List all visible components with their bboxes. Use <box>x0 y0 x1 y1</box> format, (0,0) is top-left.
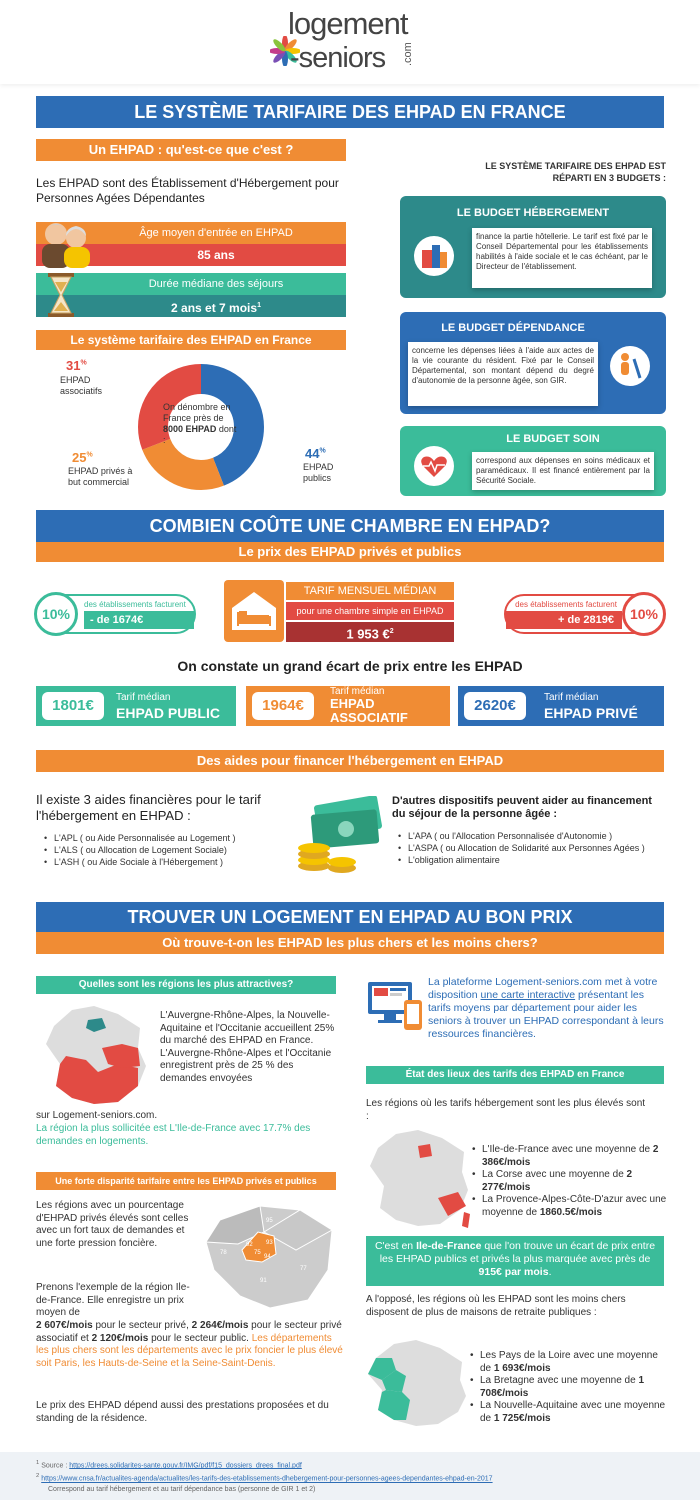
public-value: 1801€ <box>42 692 104 720</box>
bed-icon <box>226 582 282 640</box>
source-label: Source : <box>41 1462 68 1470</box>
disparity-p2a: Prenons l'exemple de la région Ile-de-France. Elle enregistre un prix moyen de <box>36 1282 190 1318</box>
logo-text-2: -seniors <box>290 42 386 74</box>
aids-right-list <box>398 830 662 866</box>
list-item: • L'APL ( ou Aide Personnalisée au Logement ) <box>44 832 304 844</box>
regions-bar: Quelles sont les régions les plus attractives? <box>36 976 336 994</box>
assoc-value: 1964€ <box>252 692 314 720</box>
footer-note: Correspond au tarif hébergement et au tarif dépendance bas (personne de GIR 1 et 2) <box>48 1485 316 1493</box>
lbl-assoc: EHPAD associatifs <box>60 375 103 396</box>
aids-right-title: D'autres dispositifs peuvent aider au financement du séjour de la personne âgée : <box>392 795 652 820</box>
donut-center-b: 8000 EHPAD <box>163 424 217 434</box>
disparity-bar: Une forte disparité tarifaire entre les EHPAD privés et publics <box>36 1172 336 1190</box>
b2-text: concerne les dépenses liées à l'aide aux actes de la vie courante du résident. Fixé par le Conseil Départemental, son montant dépend du degré d'autonomie de la personne âgée, son GIR. <box>408 342 598 406</box>
teal-a: C'est en <box>374 1240 414 1252</box>
platform-1: La plateforme Logement-seniors.com met à votre disposition <box>428 976 658 1001</box>
duration-bar <box>36 273 346 317</box>
definition-text: Les EHPAD sont des Établissement d'Hébergement pour Personnes Agées Dépendantes <box>36 176 339 205</box>
heart-pulse-icon <box>414 446 454 486</box>
disparity-p1: Les régions avec un pourcentage d'EHPAD privés élevés sont celles avec un fort taux de demandes et une forte pression foncière. <box>36 1200 189 1249</box>
source-link-1[interactable]: https://drees.solidarites-sante.gouv.fr/IMG/pdf/f15_dossiers_drees_final.pdf <box>69 1462 302 1470</box>
median-sub: pour une chambre simple en EHPAD <box>286 602 454 620</box>
disp-v2: 2 264€/mois <box>191 1320 249 1331</box>
idf-map <box>200 1200 340 1312</box>
duration-sup: 1 <box>257 302 261 309</box>
platform-text <box>428 976 668 1041</box>
computer-screens-icon <box>364 976 426 1034</box>
list-item: • Les Pays de la Loire avec une moyenne de 1 693€/mois <box>470 1350 666 1375</box>
list-item: • La Provence-Alpes-Côte-D'azur avec une moyenne de 1860.5€/mois <box>472 1194 668 1219</box>
b3-text: correspond aux dépenses en soins médicaux et paramédicaux. Il est financé entièrement par la Sécurité Sociale. <box>472 452 654 490</box>
elderly-walker-icon <box>610 346 650 386</box>
pct-private <box>72 450 93 465</box>
disparity-p3: Le prix des EHPAD dépend aussi des prestations proposées et du standing de la résidence. <box>36 1400 329 1424</box>
disp-p2b: pour le secteur privé, <box>95 1320 189 1331</box>
where-subbar: Où trouve-t-on les EHPAD les plus chers et les moins chers? <box>36 932 664 954</box>
age-value: 85 ans <box>36 244 346 266</box>
age-label: Âge moyen d'entrée en EHPAD <box>139 227 293 239</box>
what-bar: Un EHPAD : qu'est-ce que c'est ? <box>36 139 346 161</box>
donut-center-a: On dénombre en France près de <box>163 402 231 423</box>
high-list <box>472 1144 668 1219</box>
disparity-p2 <box>36 1320 346 1370</box>
list-item: • L'ASH ( ou Aide Sociale à l'Hébergement ) <box>44 856 304 868</box>
duration-label: Durée médiane des séjours <box>148 278 284 290</box>
pct-private-value: 25 <box>72 450 87 465</box>
public-l2: EHPAD PUBLIC <box>116 705 220 721</box>
disp-v1: 2 607€/mois <box>36 1320 93 1331</box>
aids-left-title: Il existe 3 aides financières pour le tarif l'hébergement en EHPAD : <box>36 792 261 823</box>
private-value: 2620€ <box>464 692 526 720</box>
b1-title: LE BUDGET HÉBERGEMENT <box>456 207 610 219</box>
regions-text-2: sur Logement-seniors.com. <box>36 1110 158 1121</box>
low-text: des établissements facturent <box>84 600 186 609</box>
seniors-couple-icon <box>36 218 94 268</box>
pct-sign-3: % <box>319 447 326 455</box>
list-item: • L'APA ( ou l'Allocation Personnalisée d'Autonomie ) <box>398 830 662 842</box>
teal-highlight: C'est en Ile-de-France que l'on trouve un écart de prix entre les EHPAD publics et privés la plus marquée avec près de 915€ par mois. <box>366 1236 664 1286</box>
section-title-2: COMBIEN COÛTE UNE CHAMBRE EN EHPAD? <box>36 510 664 542</box>
section-title-1: LE SYSTÈME TARIFAIRE DES EHPAD EN FRANCE <box>36 96 664 128</box>
list-item: • L'ALS ( ou Allocation de Logement Sociale) <box>44 844 304 856</box>
lbl-public: EHPAD publics <box>303 462 334 483</box>
platform-2: présentant les tarifs moyens par département pour aider les seniors à trouver un EHPAD correspondant à leurs ressources financières. <box>428 989 664 1040</box>
private-l2: EHPAD PRIVÉ <box>544 705 638 721</box>
source-link-2[interactable]: https://www.cnsa.fr/actualites-agenda/actualites/les-tarifs-des-etablissements-dhebergement-pour-personnes-agees-dependantes-ehpad-en-2017 <box>41 1475 493 1483</box>
footer-sources <box>36 1458 676 1495</box>
logo-com: .com <box>402 42 414 66</box>
disp-p2c: pour le secteur privé associatif et <box>36 1320 342 1344</box>
high-value: + de 2819€ <box>506 611 622 629</box>
aids-left-list <box>44 832 304 868</box>
list-item: • La Bretagne avec une moyenne de 1 708€/mois <box>470 1375 666 1400</box>
donut-center-c: dont : <box>163 424 237 445</box>
median-value: 1 953 € <box>346 626 390 642</box>
low-pct-circle: 10% <box>34 592 78 636</box>
low-list <box>470 1350 666 1425</box>
donut-center-text <box>163 402 239 446</box>
list-item: • La Corse avec une moyenne de 2 277€/mois <box>472 1169 668 1194</box>
etat-bar: État des lieux des tarifs des EHPAD en France <box>366 1066 664 1084</box>
regions-teal-text: La région la plus sollicitée est L'Ile-de-France avec 17.7% des demandes en logements. <box>36 1123 311 1147</box>
median-sup: 2 <box>389 628 394 635</box>
map-label: 94 <box>264 1254 271 1260</box>
price-subbar: Le prix des EHPAD privés et publics <box>36 542 664 562</box>
teal-c: que l'on trouve un écart de prix entre les EHPAD publics et privés la plus marquée avec près de <box>379 1240 656 1265</box>
budgets-title-1: LE SYSTÈME TARIFAIRE DES EHPAD EST <box>485 161 666 171</box>
regions-text: L'Auvergne-Rhône-Alpes, la Nouvelle-Aquitaine et l'Occitanie accueillent 25% du marché des EHPAD en France. L'Auvergne-Rhône-Alpes et l'Occitanie enregistrent près de 25 % des demandes envoyées <box>160 1010 335 1084</box>
b3-title: LE BUDGET SOIN <box>506 433 600 445</box>
high-pct-circle: 10% <box>622 592 666 636</box>
disp-orange: Les départements les plus chers sont les départements avec le prix foncier le plus élevé soit Paris, les Hauts-de-Seine et la Seine-Saint-Denis. <box>36 1332 343 1369</box>
france-map-regions <box>42 1004 150 1108</box>
gap-title: On constate un grand écart de prix entre les EHPAD <box>177 658 523 674</box>
duration-value-wrap <box>36 295 346 317</box>
footnote-2: 2 <box>36 1473 40 1480</box>
map-label: 91 <box>260 1278 267 1284</box>
disp-v3: 2 120€/mois <box>91 1332 149 1344</box>
france-map-expensive <box>368 1128 472 1232</box>
disp-p2d: pour le secteur public. <box>151 1332 249 1344</box>
money-icon <box>292 796 388 878</box>
hourglass-icon <box>46 272 76 318</box>
list-item: • L'Ile-de-France avec une moyenne de 2 386€/mois <box>472 1144 668 1169</box>
building-icon <box>414 236 454 276</box>
map-label: 77 <box>300 1266 307 1272</box>
public-tile <box>36 686 236 726</box>
france-map-cheap <box>366 1340 470 1430</box>
teal-d: 915€ par mois <box>478 1266 549 1278</box>
map-label: 92 <box>246 1242 253 1248</box>
lbl-private: EHPAD privés à but commercial <box>68 466 133 487</box>
private-l1: Tarif médian <box>544 692 599 703</box>
b2-title: LE BUDGET DÉPENDANCE <box>441 322 585 334</box>
budgets-title <box>420 160 666 184</box>
low-value: - de 1674€ <box>84 611 194 629</box>
map-label: 93 <box>266 1240 273 1246</box>
budget-soin <box>400 426 666 496</box>
pct-sign-1: % <box>80 359 87 367</box>
interactive-map-link[interactable]: une carte interactive <box>480 989 576 1001</box>
list-item: • La Nouvelle-Aquitaine avec une moyenne de 1 725€/mois <box>470 1400 666 1425</box>
etat-intro: Les régions où les tarifs hébergement sont les plus élevés sont : <box>366 1098 646 1122</box>
median-value-wrap <box>286 622 454 642</box>
pct-sign-2: % <box>86 451 93 459</box>
assoc-tile <box>246 686 450 726</box>
low-intro: A l'opposé, les régions où les EHPAD sont les moins chers disposent de plus de maisons de retraite publiques : <box>366 1294 626 1318</box>
pct-assoc <box>66 358 87 373</box>
map-label: 95 <box>266 1218 273 1224</box>
duration-value: 2 ans et 7 mois <box>171 301 258 315</box>
b1-text: finance la partie hôtellerie. Le tarif est fixé par le Conseil Départemental pour les établissements habilités à l'aide sociale et le cas échéant, par le Directeur de l'établissement. <box>472 228 652 288</box>
section-title-3: TROUVER UN LOGEMENT EN EHPAD AU BON PRIX <box>36 902 664 932</box>
private-tile <box>458 686 664 726</box>
high-text: des établissements facturent <box>515 600 617 609</box>
assoc-l1: Tarif médian <box>330 686 385 697</box>
budgets-title-2: RÉPARTI EN 3 BUDGETS : <box>552 173 666 183</box>
footnote-1: 1 <box>36 1460 40 1466</box>
budget-hebergement <box>400 196 666 298</box>
public-l1: Tarif médian <box>116 692 171 703</box>
assoc-l2: EHPAD ASSOCIATIF <box>330 696 408 725</box>
map-label: 75 <box>254 1250 261 1256</box>
pct-public <box>305 446 326 461</box>
logo-text: logement <box>288 6 408 41</box>
map-label: 78 <box>220 1250 227 1256</box>
list-item: • L'ASPA ( ou Allocation de Solidarité aux Personnes Agées ) <box>398 842 662 854</box>
pct-assoc-value: 31 <box>66 358 81 373</box>
median-title: TARIF MENSUEL MÉDIAN <box>286 582 454 600</box>
teal-b: Ile-de-France <box>416 1240 482 1252</box>
aids-bar: Des aides pour financer l'hébergement en EHPAD <box>36 750 664 772</box>
budget-dependance <box>400 312 666 414</box>
tarif-bar: Le système tarifaire des EHPAD en France <box>36 330 346 350</box>
list-item: • L'obligation alimentaire <box>398 854 662 866</box>
pct-public-value: 44 <box>305 446 320 461</box>
